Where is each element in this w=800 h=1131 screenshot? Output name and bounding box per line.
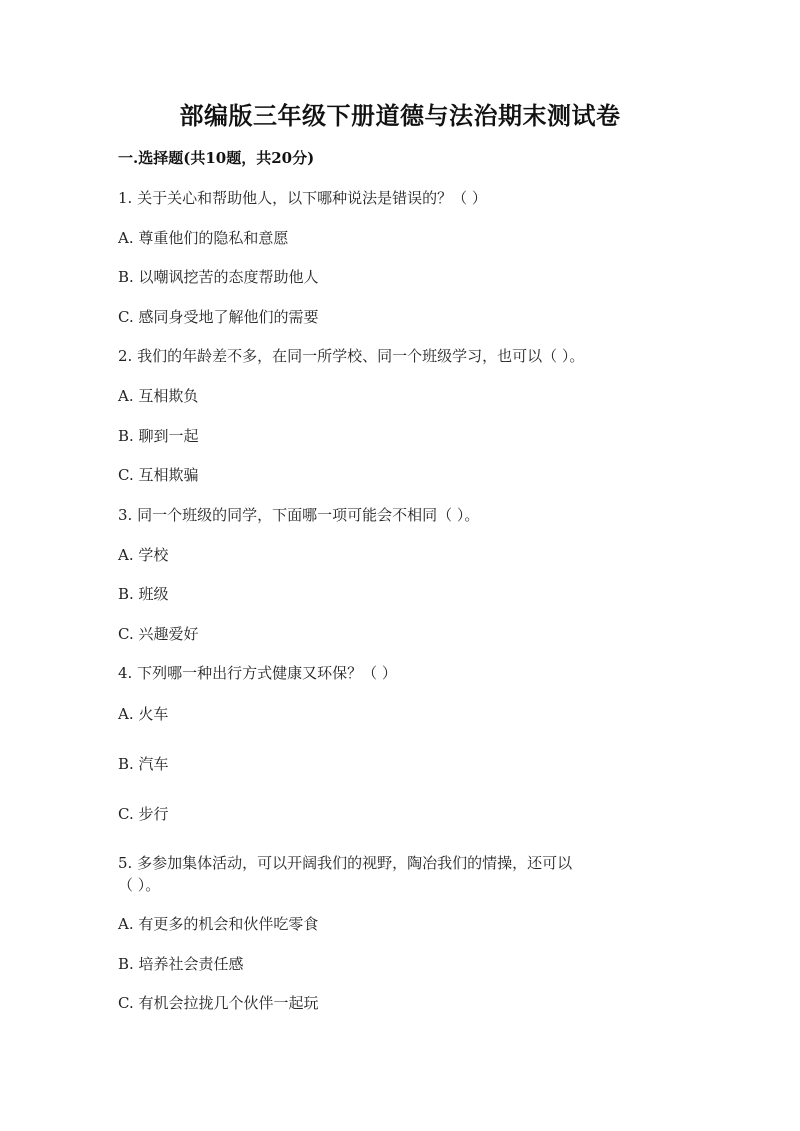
question-3-option-c: C. 兴趣爱好 [118, 625, 199, 643]
question-5-stem-line-2: （ ）。 [118, 876, 161, 894]
question-4-option-a: A. 火车 [118, 705, 169, 723]
question-2-option-b: B. 聊到一起 [118, 427, 199, 445]
question-1-option-b: B. 以嘲讽挖苦的态度帮助他人 [118, 268, 319, 286]
question-5-option-b: B. 培养社会责任感 [118, 955, 244, 973]
question-1-option-a: A. 尊重他们的隐私和意愿 [118, 229, 289, 247]
question-5-stem-line-1: 5. 多参加集体活动，可以开阔我们的视野，陶冶我们的情操，还可以 [118, 854, 573, 872]
page-title: 部编版三年级下册道德与法治期末测试卷 [179, 101, 621, 130]
question-1-option-c: C. 感同身受地了解他们的需要 [118, 308, 319, 326]
question-5-option-a: A. 有更多的机会和伙伴吃零食 [118, 915, 319, 933]
question-4-option-b: B. 汽车 [118, 755, 169, 773]
question-3-stem: 3. 同一个班级的同学，下面哪一项可能会不相同（ ）。 [118, 506, 480, 524]
question-1-stem: 1. 关于关心和帮助他人，以下哪种说法是错误的？（ ） [118, 189, 487, 207]
question-5-option-c: C. 有机会拉拢几个伙伴一起玩 [118, 994, 319, 1012]
question-3-option-b: B. 班级 [118, 585, 169, 603]
question-4-option-c: C. 步行 [118, 805, 169, 823]
question-3-option-a: A. 学校 [118, 546, 169, 564]
section-heading: 一.选择题(共10题，共20分) [118, 149, 315, 167]
question-4-stem: 4. 下列哪一种出行方式健康又环保？（ ） [118, 664, 397, 682]
question-2-stem: 2. 我们的年龄差不多，在同一所学校、同一个班级学习，也可以（ ）。 [118, 347, 585, 365]
question-2-option-a: A. 互相欺负 [118, 387, 199, 405]
question-2-option-c: C. 互相欺骗 [118, 466, 199, 484]
